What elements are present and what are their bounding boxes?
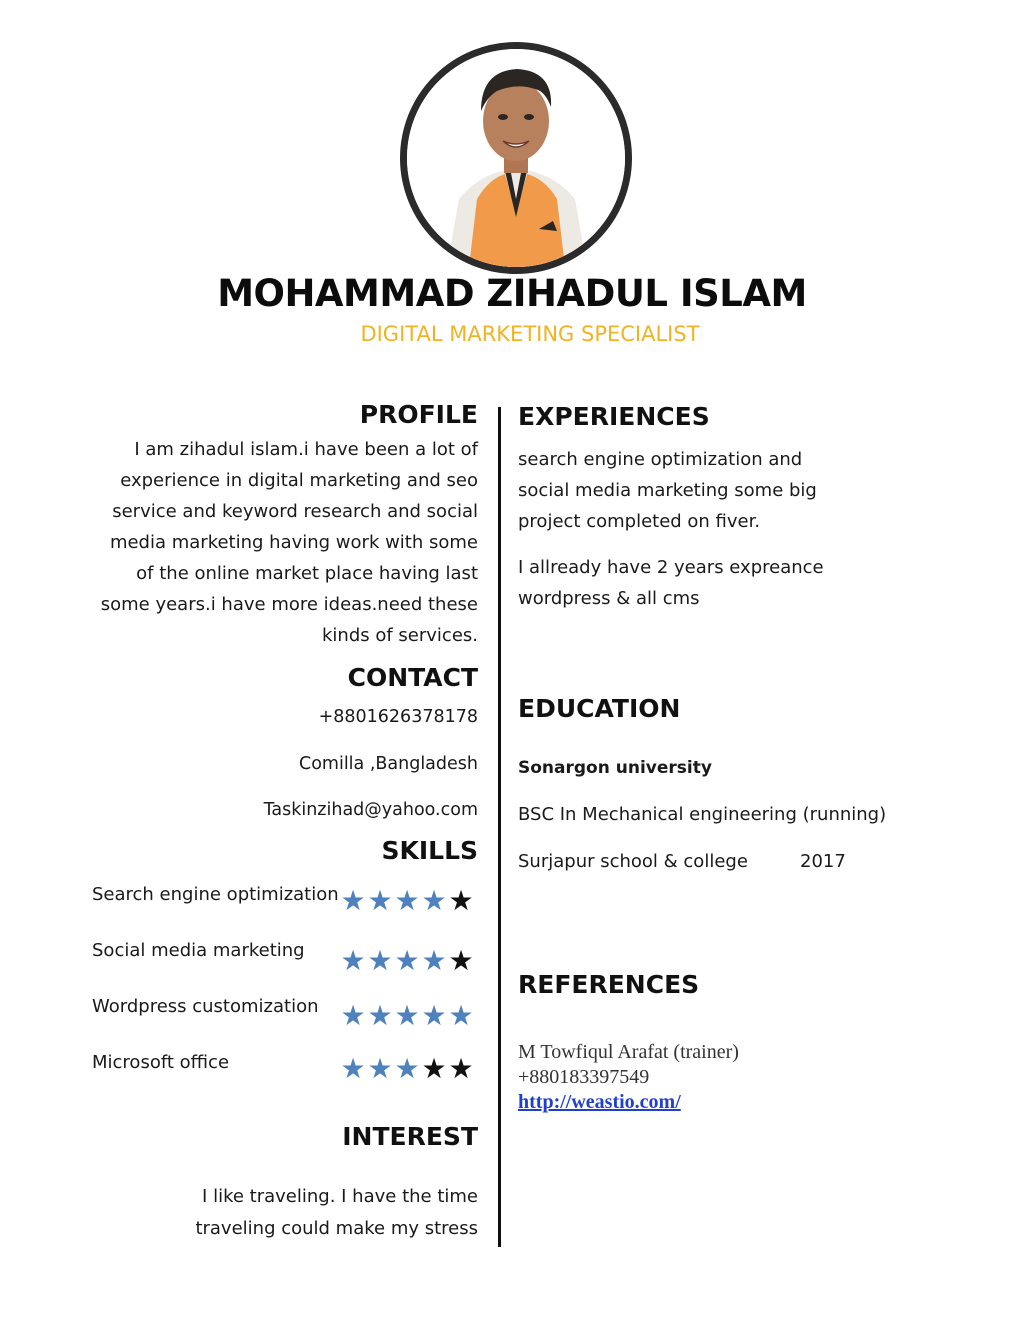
- education-heading: EDUCATION: [518, 694, 681, 723]
- star-filled-icon: ★: [448, 1000, 475, 1031]
- experience-line: wordpress & all cms: [518, 588, 700, 609]
- star-filled-icon: ★: [394, 1000, 421, 1031]
- interest-line: traveling could make my stress: [195, 1218, 478, 1239]
- education-university: Sonargon university: [518, 758, 712, 778]
- job-title: DIGITAL MARKETING SPECIALIST: [360, 322, 700, 346]
- skill-rating: [340, 944, 475, 978]
- skill-row: [92, 996, 482, 1036]
- star-filled-icon: ★: [421, 945, 448, 976]
- star-filled-icon: ★: [340, 885, 367, 916]
- skill-rating: [340, 999, 475, 1033]
- experiences-heading: EXPERIENCES: [518, 402, 710, 431]
- star-filled-icon: ★: [394, 885, 421, 916]
- experience-paragraph: [518, 444, 817, 537]
- interest-text: [195, 1181, 478, 1245]
- education-school-row: [518, 846, 898, 877]
- star-filled-icon: ★: [340, 945, 367, 976]
- interest-line: I like traveling. I have the time: [202, 1186, 478, 1207]
- experience-line: I allready have 2 years expreance: [518, 557, 824, 578]
- skill-row: [92, 1052, 482, 1092]
- star-filled-icon: ★: [340, 1000, 367, 1031]
- reference-block: [518, 1040, 739, 1115]
- skill-rating: [340, 1052, 475, 1086]
- education-degree: BSC In Mechanical engineering (running): [518, 804, 887, 825]
- education-school-year: 2017: [800, 851, 846, 872]
- contact-heading: CONTACT: [347, 663, 478, 692]
- star-empty-icon: ★: [448, 1053, 475, 1084]
- experience-line: search engine optimization and: [518, 449, 803, 470]
- reference-link[interactable]: http://weastio.com/: [518, 1091, 681, 1113]
- profile-line: service and keyword research and social: [112, 501, 478, 522]
- experience-line: project completed on fiver.: [518, 511, 761, 532]
- star-empty-icon: ★: [448, 885, 475, 916]
- profile-line: I am zihadul islam.i have been a lot of: [134, 439, 478, 460]
- contact-email[interactable]: Taskinzihad@yahoo.com: [263, 800, 478, 820]
- contact-phone: +8801626378178: [318, 707, 478, 727]
- skill-label: Wordpress customization: [92, 996, 319, 1017]
- experience-paragraph: [518, 552, 824, 614]
- education-school: Surjapur school & college: [518, 851, 748, 872]
- star-filled-icon: ★: [340, 1053, 367, 1084]
- star-filled-icon: ★: [367, 1053, 394, 1084]
- references-heading: REFERENCES: [518, 970, 700, 999]
- contact-location: Comilla ,Bangladesh: [298, 754, 478, 774]
- skill-row: [92, 884, 482, 924]
- skill-label: Search engine optimization: [92, 884, 339, 905]
- reference-phone: +880183397549: [518, 1066, 650, 1088]
- experience-line: social media marketing some big: [518, 480, 817, 501]
- profile-line: media marketing having work with some: [109, 532, 478, 553]
- skill-label: Microsoft office: [92, 1052, 230, 1073]
- star-filled-icon: ★: [421, 885, 448, 916]
- reference-name: M Towfiqul Arafat (trainer): [518, 1041, 739, 1063]
- profile-line: some years.i have more ideas.need these: [100, 594, 478, 615]
- profile-text: [98, 434, 478, 651]
- skills-heading: SKILLS: [381, 836, 478, 865]
- star-filled-icon: ★: [394, 945, 421, 976]
- star-filled-icon: ★: [367, 1000, 394, 1031]
- candidate-name: MOHAMMAD ZIHADUL ISLAM: [217, 272, 807, 315]
- star-filled-icon: ★: [367, 885, 394, 916]
- profile-photo: [400, 42, 632, 274]
- star-filled-icon: ★: [367, 945, 394, 976]
- interest-heading: INTEREST: [342, 1122, 478, 1151]
- star-empty-icon: ★: [421, 1053, 448, 1084]
- profile-line: kinds of services.: [321, 625, 478, 646]
- skill-row: [92, 940, 482, 980]
- skill-label: Social media marketing: [92, 940, 305, 961]
- profile-heading: PROFILE: [359, 400, 478, 429]
- skill-rating: [340, 884, 475, 918]
- column-divider: [498, 407, 501, 1247]
- profile-line: of the online market place having last: [136, 563, 478, 584]
- profile-line: experience in digital marketing and seo: [120, 470, 478, 491]
- person-portrait-icon: [407, 49, 625, 267]
- star-filled-icon: ★: [421, 1000, 448, 1031]
- star-filled-icon: ★: [394, 1053, 421, 1084]
- star-empty-icon: ★: [448, 945, 475, 976]
